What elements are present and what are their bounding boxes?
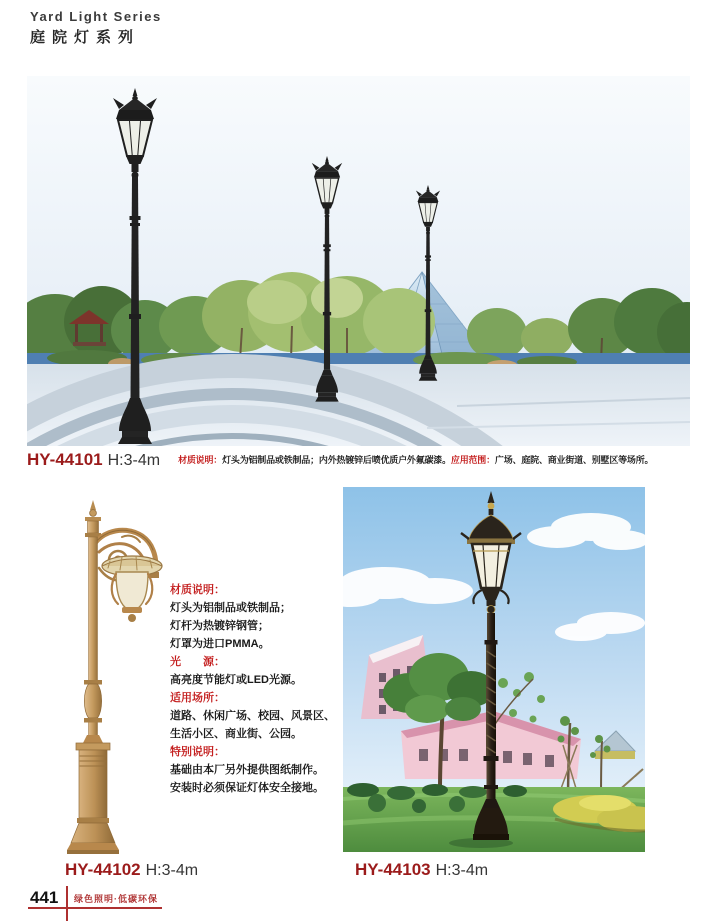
lamp-hy44102-illustration — [52, 488, 184, 858]
footer-vertical-divider — [66, 886, 68, 921]
page-number: 441 — [30, 888, 59, 907]
spec-block — [170, 581, 345, 797]
product-label-hy44103 — [355, 860, 488, 880]
product-description — [178, 455, 653, 465]
plaza-photo — [27, 76, 690, 446]
spec-line: 灯杆为热镀锌钢管； — [170, 620, 269, 632]
product-label-hy44101 — [27, 450, 653, 470]
spec-heading-applicable-places: 适用场所： — [170, 692, 225, 704]
description-label-scope: 应用范围： — [450, 455, 495, 465]
garden-photo — [343, 487, 645, 852]
page-title-en: Yard Light Series — [30, 9, 162, 24]
product-code: HY-44101 — [27, 450, 103, 469]
spec-line: 高亮度节能灯或LED光源。 — [170, 674, 302, 686]
page-title-zh: 庭院灯系列 — [30, 29, 141, 46]
description-text-scope: 广场、庭院、商业街道、别墅区等场所。 — [494, 455, 654, 465]
spec-line: 生活小区、商业街、公园。 — [170, 728, 302, 740]
lantern — [102, 556, 162, 622]
pedestal-base — [67, 735, 119, 854]
pole-finial — [85, 500, 101, 537]
spec-line: 道路、休闲广场、校园、风景区、 — [170, 710, 335, 722]
product-height: H:3-4m — [145, 862, 199, 879]
product-label-hy44102 — [65, 860, 198, 880]
spec-line: 安装时必须保证灯体安全接地。 — [170, 782, 324, 794]
spec-line: 灯罩为进口PMMA。 — [170, 638, 270, 650]
description-label-material: 材质说明： — [178, 455, 223, 465]
spec-heading-material: 材质说明： — [170, 584, 225, 596]
footer-slogan: 绿色照明·低碳环保 — [74, 894, 158, 904]
product-height: H:3-4m — [435, 862, 489, 879]
spec-line: 基础由本厂另外提供图纸制作。 — [170, 764, 324, 776]
spec-heading-light-source: 光 源： — [170, 656, 225, 668]
product-height: H:3-4m — [107, 452, 161, 469]
product-code: HY-44102 — [65, 860, 141, 879]
spec-line: 灯头为铝制品或铁制品； — [170, 602, 291, 614]
footer-underline — [28, 907, 162, 909]
description-text-material: 灯头为铝制品或铁制品；内外热镀锌后喷优质户外氟碳漆。 — [222, 455, 451, 465]
spec-heading-special-notes: 特别说明： — [170, 746, 225, 758]
product-code: HY-44103 — [355, 860, 431, 879]
